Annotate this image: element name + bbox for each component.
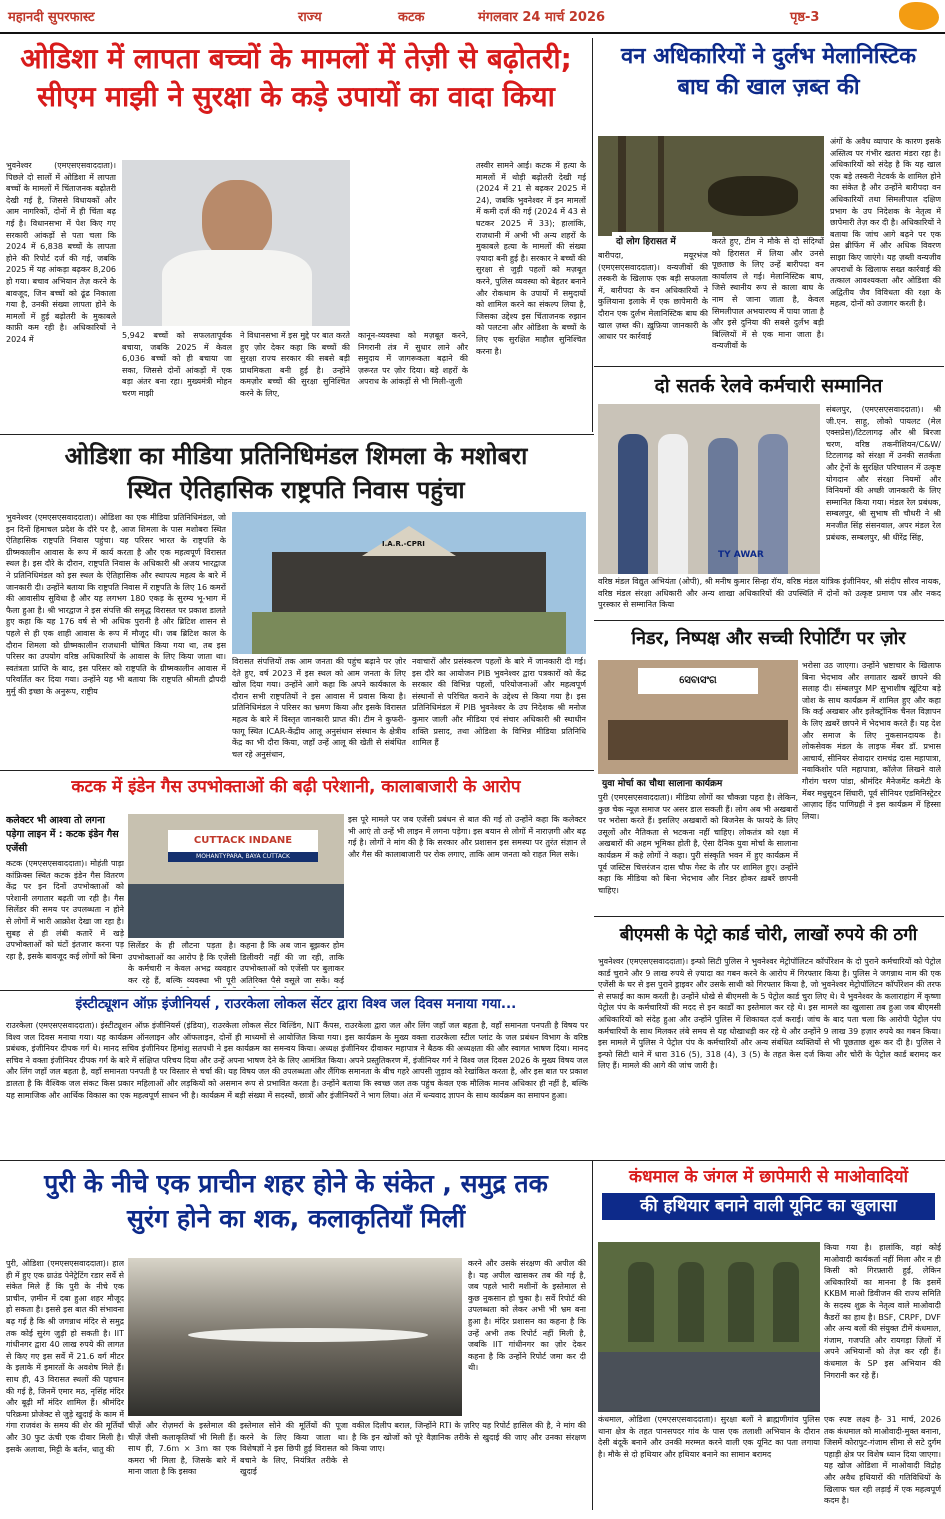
issue-date: मंगलवार 24 मार्च 2026 [478,10,606,25]
tiger-photo [598,136,824,236]
indane-gas-headline: कटक में इंडेन गैस उपभोक्ताओं की बढ़ी परेशानी, कालाबाजारी के आरोप [71,777,521,797]
city-name: कटक [398,10,425,25]
media-delegation-headline [6,440,586,506]
headline-line-2: स्थित ऐतिहासिक राष्ट्रपति निवास पहुंचा [127,475,465,504]
water-day-headline: इंस्टीट्यूशन ऑफ़ इंजीनियर्स , राउरकेला लोकल सेंटर द्वारा विश्व जल दिवस मनाया गया... [75,996,517,1012]
headline-line-1: वन अधिकारियों ने दुर्लभ मेलानिस्टिक [620,44,917,69]
article-column: 5,942 बच्चों को सफलतापूर्वक बचाया, जबकि 2025 में केवल 6,036 बच्चों को ही बचाया जा सका, जिससे दोनों आंकड़ों में एक बड़ा अंतर बना रहा। मुख्यमंत्री मोहन चरण माझी [122,331,232,398]
article-column: नवाचारों और प्रसंस्करण पहलों के बारे में जानकारी दी गई। इस दौरे का आयोजन PIB भुवनेश्वर द्वारा पत्रकारों को केंद्र सरकार की विभिन्न पहलों, परियोजनाओं और महत्वपूर्ण संस्थानों से परिचित कराने के उद्देश्य से किया गया है। इस प्रतिनिधिमंडल में PIB भुवनेश्वर के उप निदेशक श्री मनोज कुमार जाली और मीडिया एवं संचार अधिकारी श्री स्थाधीन शक्ति प्रसाद, तथा ओडिशा के विभिन्न मीडिया प्रतिनिधि शामिल हैं [412,657,586,748]
railway-award-photo [598,404,820,574]
puri-beach-photo [128,1258,462,1416]
article-column: संबलपुर, (एमएसएसवाददाता)। श्री जी.एन. साहू, लोको पायलट (मेल एक्सप्रेस)/टिटलागढ़ और श्री बिरजा चरण, वरिष्ठ तकनीशियन/C&W/टिटलागढ़ को संरक्षा में उनकी सतर्कता और ट्रेनों के सुरक्षित परिचालन में उत्कृष्ट योगदान और संरक्षा नियमों और विनियमों की अच्छी जानकारी के लिए सम्मानित किया गया। मंडल रेल प्रबंधक, सम्बलपुर, श्री सुभाष सी चौधरी ने श्री मनजीत सिंह संसनवाल, अपर मंडल रेल प्रबंधक, सम्बलपुर, श्री धीरेंद्र सिंह, [826,405,941,542]
article-column: तस्वीर सामने आई। कटक में हत्या के मामलों में थोड़ी बढ़ोतरी देखी गई (2024 में 21 से बढ़कर 2025 में 24), जबकि भुवनेश्वर में इन मामलों में कमी दर्ज की गई (2024 में 43 से घटकर 2025 में 33); हालांकि, राजधानी में अभी भी अन्य शहरों के मुकाबले हत्या के मामलों की संख्या ज़्यादा बनी हुई है। सरकार ने बच्चों की सुरक्षा से जुड़ी पहलों को मज़बूत करने, पुलिस व्यवस्था को बेहतर बनाने और रोकथाम के उपायों में समुदायों को शामिल करने का संकल्प लिया है, जिसका उद्देश्य इस चिंताजनक रुझान को पलटना और ओडिशा के बच्चों के लिए एक सुरक्षित माहौल सुनिश्चित करना है। [476,161,586,356]
article-column: भुवनेश्वर (एमएसएसवाददाता)। पिछले दो सालों में ओडिशा में लापता बच्चों के मामलों में चिंताजनक बढ़ोतरी देखी गई है, जिससे विधायकों और आम नागरिकों, दोनों में ही चिंता बढ़ गई है। विधानसभा में पेश किए गए सरकारी आंकड़ों से पता चला कि 2024 में 6,838 बच्चों के लापता होने की रिपोर्ट दर्ज की गई, जबकि 2025 में यह आंकड़ा बढ़कर 8,206 हो गया। बचाव अभियान तेज़ करने के बावजूद, जिन बच्चों को ढूंढ निकाला गया है, उनकी संख्या लापता होने के मामलों में हुई बढ़ोतरी के मुकाबले काफ़ी कम रही है। अधिकारियों ने 2024 में [6,161,116,344]
headline-line-2: बाघ की खाल ज़ब्त की [677,74,860,100]
page-number: पृष्ठ-3 [790,10,820,25]
event-photo-caption: युवा मोर्चा का चौथा सालाना कार्यक्रम [598,774,798,790]
article-column: कटक (एमएसएसवाददाता)। मोहंती पाड़ा कांफ्रिक्स स्थित कटक इंडेन गैस वितरण केंद्र पर इन दिनों उपभोक्ताओं को परेशानी लगातार बढ़ती जा रही है। गैस सिलेंडर की समय पर उपलब्धता न होने से लोगों में भारी आक्रोश देखा जा रहा है। सुबह से ही लंबी कतारें में खड़े उपभोक्ताओं को घंटों इंतजार करना पड़ रहा है, इसके बावजूद कई लोगों को बिना [6,859,124,961]
headline-line-2: की हथियार बनाने वाली यूनिट का खुलासा [602,1193,935,1220]
article-column: भुवनेश्वर (एमएसएसवाददाता)। ओडिशा का एक मीडिया प्रतिनिधिमंडल, जो इन दिनों हिमाचल प्रदेश के दौरे पर है, आज शिमला के पास मशोबरा स्थित ऐतिहासिक राष्ट्रपति निवास पहुंचा। यह परिसर भारत के राष्ट्रपति के ग्रीष्मकालीन आवास के रूप में कार्य करता है और एक महत्वपूर्ण विरासत स्थल है। इस दौरे के दौरान, राष्ट्रपति निवास के अधिकारी श्री अजय भारद्वाज ने प्रतिनिधिमंडल को इस स्थल के ऐतिहासिक और स्थापत्य महत्व के बारे में जानकारी दी। उन्होंने बताया कि राष्ट्रपति निवास में राष्ट्रपति के लिए 16 कमरों की आवासीय सुविधा है और यह लगभग 180 एकड़ के सुरम्य भू-भाग में फैला हुआ है। श्री भारद्वाज ने इस संपत्ति की समृद्ध विरासत पर प्रकाश डालते हुए कहा कि यह 176 वर्ष से भी अधिक पुरानी है और ब्रिटिश शासन से पहले से ही एक शाही आवास के रूप में मौजूद थी। जब ब्रिटिश काल के दौरान शिमला को ग्रीष्मकालीन राजधानी घोषित किया गया था, तब इस परिसर का उपयोग वरिष्ठ अधिकारियों के आवास के लिए किया जाता था। स्वतंत्रता प्राप्ति के बाद, इस परिसर को राष्ट्रपति के ग्रीष्मकालीन आवास में परिवर्तित कर दिया गया। उन्होंने यह भी बताया कि राष्ट्रपति श्रीमती द्रौपदी मुर्मु की इच्छा के अनुरूप, राष्ट्रीय [6,513,226,696]
railway-headline: दो सतर्क रेलवे कर्मचारी सम्मानित [654,375,883,397]
article-column: अंगों के अवैध व्यापार के कारण इसके अस्तित्व पर गंभीर खतरा मंडरा रहा है। अधिकारियों को संदेह है कि यह खाल एक बड़े तस्करी नेटवर्क के शामिल होने का संकेत है और उन्होंने बारीपदा वन अधिकारियों तथा सिमलीपाल दक्षिण प्रभाग के उप निदेशक के नेतृत्व में छापेमारी तेज़ कर दी है। अधिकारियों ने बताया कि जांच आगे बढ़ने पर एक प्रेस ब्रीफिंग में और अधिक विवरण साझा किए जाएंगे। यह ज़ब्ती वन्यजीव अपराधों के खिलाफ सख्त कार्रवाई की तत्काल आवश्यकता और ओडिशा की अद्वितीय जैव विविधता की रक्षा के महत्व, दोनों को उजागर करती है। [830,137,941,309]
article-column: इस्तेमाल सोने की मूर्तियों की पूजा करने के लिए किया जाता था। विशेषज्ञों ने इस छिपी हुई विरासत को बचाने के लिए, नियंत्रित तरीके से खुदाई [240,1421,348,1477]
indane-subheadline: कलेक्टर भी आश्वा तो लगना पड़ेगा लाइन में : कटक इंडेन गैस एजेंसी [6,815,119,854]
security-forces-photo [598,1242,820,1412]
article-column: पुरी (एमएसएसवाददाता)। मीडिया लोगों का चौकन्ना पहरा है। लेकिन, कुछ चेक न्यूज़ समाज पर असर डाल सकती हैं। लोग अब भी अखबारों पर भरोसा करते हैं। इसलिए अखबारों को बिजनेस के फायदे के लिए उसूलों और नैतिकता से भटकना नहीं चाहिए। लोकतंत्र को रक्षा में अखबारों की अहम भूमिका होती है, ऐसा दैनिक युवा मोर्चा के सालाना कार्यक्रम में कहे लोगों ने कहा। पुरी संस्कृति भवन में हुए कार्यक्रम में पूर्व जस्टिस चित्तरंजन दास चौफ गेस्ट के तौर पर शामिल हुए। उन्होंने कहा कि मीडिया को बिना भेदभाव और निडर होकर ख़बरें छापनी चाहिए। [598,793,798,895]
article-column: कंधमाल, ओडिशा (एमएसएसवाददाता)। सुरक्षा बलों ने ब्राह्मणीगांव पुलिस थाना क्षेत्र के तहत पानसपदर गांव के पास एक तलाशी अभियान के दौरान देसी बंदूकें बनाने और उनकी मरम्मत करने वाली एक यूनिट का पता लगाया है। मौके से दो हथियार और हथियार बनाने का सामान बरामद [598,1415,820,1459]
article-column: विरासत संपत्तियों तक आम जनता की पहुंच बढ़ाने पर ज़ोर देते हुए, वर्ष 2023 में इस स्थल को आम जनता के लिए खोल दिया गया। उन्होंने आगे कहा कि अपने कार्यकाल के दौरान सभी राष्ट्रपतियों ने इस आवास में प्रवास किया है। प्रतिनिधिमंडल ने परिसर का भ्रमण किया और इसके विरासत महत्व के बारे में विस्तृत जानकारी प्राप्त की। टीम ने कुफरी-फागू स्थित ICAR-केंद्रीय आलू अनुसंधान संस्थान के क्षेत्रीय केंद्र का भी दौरा किया, जहाँ उन्हें आलू की खेती से संबंधित चल रहे अनुसंधान, [232,657,406,759]
indane-sign: CUTTACK INDANE [168,830,318,852]
indane-office-photo [128,814,344,938]
tiger-photo-caption: दो लोग हिरासत में [612,232,712,248]
article-column: वकील दिलीप बराल, जिन्होंने RTI के ज़रिए यह रिपोर्ट हासिल की है, ने मांग की है कि इन खोजों को पूरे वैज्ञानिक तरीके से खुदाई की जाए और उनका संरक्षण किया जाए। [352,1421,586,1454]
missing-children-headline [6,40,586,150]
paper-name: महानदी सुपरफास्ट [8,10,95,25]
article-column: किया गया है। हालांकि, वहां कोई माओवादी कार्यकर्ता नहीं मिला और न ही किसी को गिरफ़्तारी हुई, लेकिन अधिकारियों का मानना है कि इसमें KKBM माओ डिवीजन की राज्य समिति के सदस्य शुक्र के नेतृत्व वाले माओवादी कैडरों का हाथ है। BSF, CRPF, DVF और अन्य बलों की संयुक्त टीमें कंधमाल, गंजाम, गजपति और रायगड़ा ज़िलों में अपने अभियानों को तेज़ कर रही हैं। कंधमाल के SP इस अभियान की निगरानी कर रहे हैं। [824,1243,941,1380]
award-banner-text: TY AWAR [718,550,764,560]
article-column: वरिष्ठ मंडल विद्युत अभियंता (ओपी), श्री मनीष कुमार सिन्हा रॉय, वरिष्ठ मंडल यांत्रिक इंजीनियर, श्री संदीप सौरव नायक, वरिष्ठ मंडल संरक्षा अधिकारी और अन्य शाखा अधिकारियों की उपस्थिति में दोनों को उत्कृष्ट प्रमाण पत्र और नकद पुरस्कार से सम्मानित किया [598,577,941,610]
article-column: कानून-व्यवस्था को मज़बूत करने, निगरानी तंत्र में सुधार लाने और समुदाय में जागरूकता बढ़ाने की ज़रूरत पर ज़ोर दिया। बड़े शहरों के अपराध के आंकड़ों से भी मिली-जुली [358,331,468,387]
section-name: राज्य [298,10,322,25]
puri-city-headline [6,1166,586,1254]
article-column: एक स्पष्ट लक्ष्य है- 31 मार्च, 2026 तक कंधमाल को माओवादी-मुक्त बनाना, जिसमें कोरापुट-गंजाम सीमा से सटे दुर्गम पहाड़ी क्षेत्र पर विशेष ध्यान दिया जाएगा। यह खोज ओडिशा में माओवादी विद्रोह और अवैध हथियारों की गतिविधियों के खिलाफ चल रही लड़ाई में एक महत्वपूर्ण कदम है। [824,1415,941,1506]
page-header [0,0,945,34]
headline-line-2: सुरंग होने का शक, कलाकृतियाँ मिलीं [126,1204,466,1233]
indane-address-sign: MOHANTYPARA, BAYA CUTTACK [168,852,318,862]
headline-line-1: ओडिशा का मीडिया प्रतिनिधिमंडल शिमला के मशोबरा [64,442,528,470]
event-photo [598,660,798,776]
headline-line-1: पुरी के नीचे एक प्राचीन शहर होने के संकेत , समुद्र तक [44,1169,548,1198]
headline-line-1: कंधमाल के जंगल में छापेमारी से माओवादियों [629,1167,908,1187]
building-sign: I.A.R.-CPRI [382,540,425,548]
event-banner: ସେବାସଂଗ [638,668,758,694]
article-column: सिलेंडर के ही लौटना पड़ता है। उपभोक्ताओं का आरोप है कि एजेंसी के कर्मचारी न केवल अभद्र व्यवहार कर रहे हैं, बल्कि व्यवस्था भी पूरी [128,941,236,985]
cpri-building-photo [232,512,586,654]
article-column: बारीपदा, मयूरभंज (एमएसएसवाददाता)। वन्यजीवों की तस्करी के खिलाफ एक बड़ी सफलता में, बारीपदा के वन अधिकारियों ने कुलियाना इलाके में एक छापेमारी के दौरान एक दुर्लभ मेलानिस्टिक बाघ की खाल ज़ब्त की। ख़ुफ़िया जानकारी के आधार पर कार्रवाई [598,251,708,342]
article-column: भरोसा उठ जाएगा। उन्होंने भ्रष्टाचार के खिलाफ बिना भेदभाव और लगातार खबरें छापने की सलाह दी। संम्बलपुर MP सुभाशीष खूंटिया बड़े जोश के साथ कार्यक्रम में शामिल हुए और कहा कि कई अखबार और इलेक्ट्रॉनिक चैनल विज्ञापन के लिए ख़बरें छापने में भेदभाव करते हैं। यह देश और समाज के लिए नुकसानदायक है। लोकसेवक मंडल के लाइफ मेंबर डॉ. प्रभास आचार्य, सीनियर सेवादार रामचंद्र दास महापात्रा, नवाकिशोर पति महापात्रा, कॉलेज लिखने वाले गौरांग चरण पांडा, श्रीमंदिर मैनेजमेंट कमेटी के मेंबर मधुसूदन सिंघारी, पूर्व सीनियर एडमिनिस्ट्रेटर आज़ाद हिंद पाणिग्रही ने इस कार्यक्रम में हिस्सा लिया। [802,661,941,821]
article-column: ने विधानसभा में इस मुद्दे पर बात करते हुए ज़ोर देकर कहा कि बच्चों की सुरक्षा राज्य सरकार की सबसे बड़ी प्राथमिकता बनी हुई है। उन्होंने कमज़ोर बच्चों की सुरक्षा सुनिश्चित करने के लिए, [240,331,350,398]
bmc-fraud-headline: बीएमसी के पेट्रो कार्ड चोरी, लाखों रुपये की ठगी [619,925,918,945]
article-column: करते हुए, टीम ने मौके से दो संदिग्धों को हिरासत में लिया और उनसे पूछताछ के लिए उन्हें बारीपदा वन कार्यालय ले गई। मेलानिस्टिक बाघ, जिसे स्थानीय रूप से काला बाघ के नाम से जाना जाता है, केवल सिमलीपाल अभयारण्य में पाया जाता है और इसे दुनिया की सबसे दुर्लभ बड़ी बिल्लियों में से एक माना जाता है। वन्यजीवों के [712,237,824,351]
reporting-headline: निडर, निष्पक्ष और सच्ची रिपोर्टिंग पर ज़ोर [631,628,906,649]
article-body: राउरकेला (एमएसएसवाददाता)। इंस्टीट्यूशन ऑफ़ इंजीनियर्स (इंडिया), राउरकेला लोकल सेंटर बिल्डिंग, NIT कैंपस, राउरकेला द्वारा जल और लिंग जहाँ जल बहता है, वहाँ समानता पनपती है विषय पर विश्व जल दिवस मनाया गया। यह कार्यक्रम ऑनलाइन और ऑफलाइन, दोनों ही माध्यमों से आयोजित किया गया। इस कार्यक्रम के मुख्य वक्ता राउरकेला स्टील प्लांट के जल प्रबंधन विभाग के वरिष्ठ प्रबंधक, इंजीनियर दीपक गर्ग थे। मानद सचिव इंजीनियर हिमांशु सतपथी ने इस कार्यक्रम का समन्वय किया। अध्यक्ष इंजीनियर दीवाकर महापात्र ने बैठक की अध्यक्षता की और स्वागत भाषण दिया। मानद सचिव ने वक्ता इंजीनियर दीपक गर्ग के बारे में संक्षिप्त परिचय दिया और उन्हें अपना भाषण देने के लिए आमंत्रित किया। अपने प्रस्तुतिकरण में, इंजीनियर गर्ग ने विश्व जल दिवस 2026 के मुख्य विषय जल और लिंग जहाँ जल बहता है, वहाँ समानता पनपती है पर विस्तार से चर्चा की। यह विषय जल की उपलब्धता और लैंगिक समानता के बीच गहरे आपसी जुड़ाव को रेखांकित करता है, और इस बात पर प्रकाश डालता है कि वैश्विक जल संकट किस प्रकार महिलाओं और लड़कियों को असमान रूप से प्रभावित करता है। उन्होंने बताया कि स्वच्छ जल तक पहुंच केवल एक मौलिक मानव अधिकार ही नहीं है, बल्कि यह सामाजिक और आर्थिक विकास का एक महत्वपूर्ण साधन भी है। कार्यक्रम में बड़ी संख्या में सदस्यों, छात्रों और इंजीनियरों ने भाग लिया। अंत में धन्यवाद ज्ञापन के साथ कार्यक्रम का समापन हुआ। [6,1021,588,1100]
headline-line-2: सीएम माझी ने सुरक्षा के कड़े उपायों का वादा किया [37,79,555,113]
article-column: करने और उसके संरक्षण की अपील की है। यह अपील खासकर तब की गई है, जब पहले भारी मशीनों के इस्तेमाल से कुछ नुकसान हो चुका है। सर्वे रिपोर्ट की उपलब्धता को लेकर अभी भी भ्रम बना हुआ है। मंदिर प्रशासन का कहना है कि उन्हें अभी तक रिपोर्ट नहीं मिली है, जबकि IIT गांधीनगर का ज़ोर देकर कहना है कि उन्होंने रिपोर्ट जमा कर दी थी। [468,1259,586,1373]
cm-majhi-photo [122,160,350,326]
article-column: चीज़ें और रोज़मर्रा के इस्तेमाल की चीज़ें जैसी कलाकृतियाँ भी मिली हैं। साथ ही, 7.6m × 3m का एक कमरा भी मिला है, जिसके बारे में माना जाता है कि इसका [128,1421,236,1477]
article-body: भुवनेश्वर (एमएसएसवाददाता)। इन्फो सिटी पुलिस ने भुवनेश्वर मेट्रोपॉलिटन कॉर्पोरेशन के दो पुराने कर्मचारियों को पेट्रोल कार्ड चुराने और 9 लाख रुपये से ज़्यादा का गबन करने के आरोप में गिरफ्तार किया है। पुलिस ने जगन्नाथ नाम की एक एजेंसी के घर से इस पुराने ड्राइवर और उसके साथी को गिरफ्तार किया है, जो भुवनेश्वर मेट्रोपॉलिटन कॉर्पोरेशन की तरफ से सफाई का काम करती है। उन्होंने धोखे से बीएमसी के 5 पेट्रोल कार्ड चुरा लिए थे। ये भुवनेश्वर के कलाराहांग में कृष्णा पेट्रोल पंप के कर्मचारियों की मदद से इन कार्डों का इस्तेमाल कर रहे थे। इस मामले का खुलासा तब हुआ जब बीएमसी अधिकारियों को संदेह हुआ और उन्होंने पुलिस में शिकायत दर्ज कराई। जांच के बाद पता चला कि आरोपी पेट्रोल पंप कर्मचारियों के साथ मिलकर लंबे समय से यह धोखाधड़ी कर रहे थे और उन्होंने 9 लाख 39 हज़ार रुपये का गबन किया। इस मामले में पुलिस ने पेट्रोल पंप के कर्मचारियों और अन्य संबंधित व्यक्तियों से भी पूछताछ शुरू कर दी है। पुलिस ने इन्फो सिटी थाने में धारा 316 (5), 318 (4), 3 (5) के तहत केस दर्ज किया और चोरी के पेट्रोल कार्ड बरामद कर लिए हैं। मामले की आगे की जांच जारी है। [598,957,941,1071]
odisha-map-icon [899,2,939,30]
tiger-skin-headline [596,42,941,132]
article-column: कहना है कि अब जान बूझकर होम डिलीवरी नहीं की जा रही, ताकि उपभोक्ताओं को एजेंसी पर बुलाकर अतिरिक्त पैसे वसूले जा सकें। कई [240,941,344,985]
article-column: इस पूरे मामले पर जब एजेंसी प्रबंधन से बात की गई तो उन्होंने कहा कि कलेक्टर भी आएं तो उन्हें भी लाइन में लगना पड़ेगा। इस बयान से लोगों में नाराज़गी और बढ़ गई है। लोगों ने मांग की है कि सरकार और प्रशासन इस समस्या पर तुरंत संज्ञान ले और गैस की कालाबाजारी पर रोक लगाए, ताकि आम जनता को राहत मिल सके। [348,815,586,859]
kandhamal-headline [596,1166,941,1238]
headline-line-1: ओडिशा में लापता बच्चों के मामलों में तेज़ी से बढ़ोतरी; [20,42,572,75]
article-column: पुरी, ओडिशा (एमएसएसवाददाता)। हाल ही में हुए एक ग्राउंड पेनेट्रेटिंग रडार सर्वे से संकेत मिले हैं कि पुरी के नीचे एक प्राचीन, ज़मीन में दबा हुआ शहर मौजूद हो सकता है। इससे इस बात की संभावना बढ़ गई है कि श्री जगन्नाथ मंदिर से समुद्र तक कोई सुरंग जुड़ी हो सकती है। IIT गांधीनगर द्वारा 40 लाख रुपये की लागत से किए गए इस सर्वे में 21.6 वर्ग मीटर के इलाके में इमारतों के अवशेष मिले हैं। साथ ही, 43 विरासत स्थलों की पहचान की गई है, जिनमें एमार मठ, नृसिंह मंदिर और बूढ़ी माँ मंदिर शामिल हैं। श्रीमंदिर परिक्रमा प्रोजेक्ट से जुड़े खुदाई के काम में गंगा राजवंश के समय की शेर की मूर्तियाँ और 30 फुट ऊंची एक दीवार मिली है। इसके अलावा, मिट्टी के बर्तन, धातु की [6,1259,124,1454]
